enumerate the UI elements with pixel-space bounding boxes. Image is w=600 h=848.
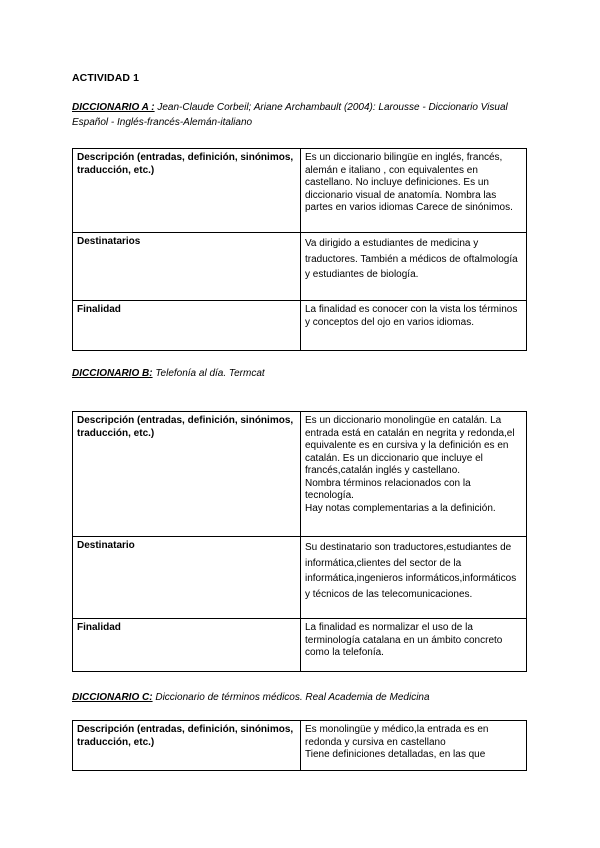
dictionary-a-source: Jean-Claude Corbeil; Ariane Archambault (2004): Larousse - Diccionario Visual Español - Inglés-francés-Alemán-italiano xyxy=(72,102,508,128)
dictionary-a-label: DICCIONARIO A : xyxy=(72,102,155,113)
field-value: Su destinatario son traductores,estudiantes de informática,clientes del sector de la informática,ingenieros informáticos,informáticos y técnicos de las telecomunicaciones. xyxy=(301,537,527,619)
table-row xyxy=(73,412,527,537)
table-row xyxy=(73,537,527,619)
field-label: Descripción (entradas, definición, sinónimos, traducción, etc.) xyxy=(73,412,301,537)
table-row xyxy=(73,149,527,233)
dictionary-c-label: DICCIONARIO C: xyxy=(72,692,153,703)
field-label: Descripción (entradas, definición, sinónimos, traducción, etc.) xyxy=(73,149,301,233)
dictionary-c-title xyxy=(72,690,532,705)
dictionary-a-title xyxy=(72,100,532,130)
dictionary-a-table xyxy=(72,148,527,351)
dictionary-b-title xyxy=(72,366,532,381)
field-label: Finalidad xyxy=(73,619,301,672)
field-value: Es monolingüe y médico,la entrada es en redonda y cursiva en castellano Tiene definiciones detalladas, en las que xyxy=(301,721,527,771)
field-label: Destinatarios xyxy=(73,233,301,301)
field-value: Es un diccionario monolingüe en catalán. La entrada está en catalán en negrita y redonda,el equivalente es en cursiva y la definición es en catalán. Es un diccionario que incluye el francés,catalán inglés y castellano. Nombra términos relacionados con la tecnología. Hay notas complementarias a la definición. xyxy=(301,412,527,537)
dictionary-b-label: DICCIONARIO B: xyxy=(72,368,153,379)
dictionary-b-source: Telefonía al día. Termcat xyxy=(155,368,265,379)
field-value: La finalidad es conocer con la vista los términos y conceptos del ojo en varios idiomas. xyxy=(301,301,527,351)
field-label: Destinatario xyxy=(73,537,301,619)
field-label: Descripción (entradas, definición, sinónimos, traducción, etc.) xyxy=(73,721,301,771)
dictionary-c-table xyxy=(72,720,527,771)
table-row xyxy=(73,301,527,351)
field-value: La finalidad es normalizar el uso de la terminología catalana en un ámbito concreto como la telefonía. xyxy=(301,619,527,672)
table-row xyxy=(73,619,527,672)
dictionary-c-source: Diccionario de términos médicos. Real Academia de Medicina xyxy=(155,692,430,703)
field-value: Es un diccionario bilingüe en inglés, francés, alemán e italiano , con equivalentes en castellano. No incluye definiciones. Es un diccionario visual de anatomía. Nombra las partes en varios idiomas Carece de sinónimos. xyxy=(301,149,527,233)
table-row xyxy=(73,233,527,301)
field-value: Va dirigido a estudiantes de medicina y traductores. También a médicos de oftalmología y estudiantes de biología. xyxy=(301,233,527,301)
field-label: Finalidad xyxy=(73,301,301,351)
activity-heading: ACTIVIDAD 1 xyxy=(72,72,140,84)
dictionary-b-table xyxy=(72,411,527,672)
table-row xyxy=(73,721,527,771)
